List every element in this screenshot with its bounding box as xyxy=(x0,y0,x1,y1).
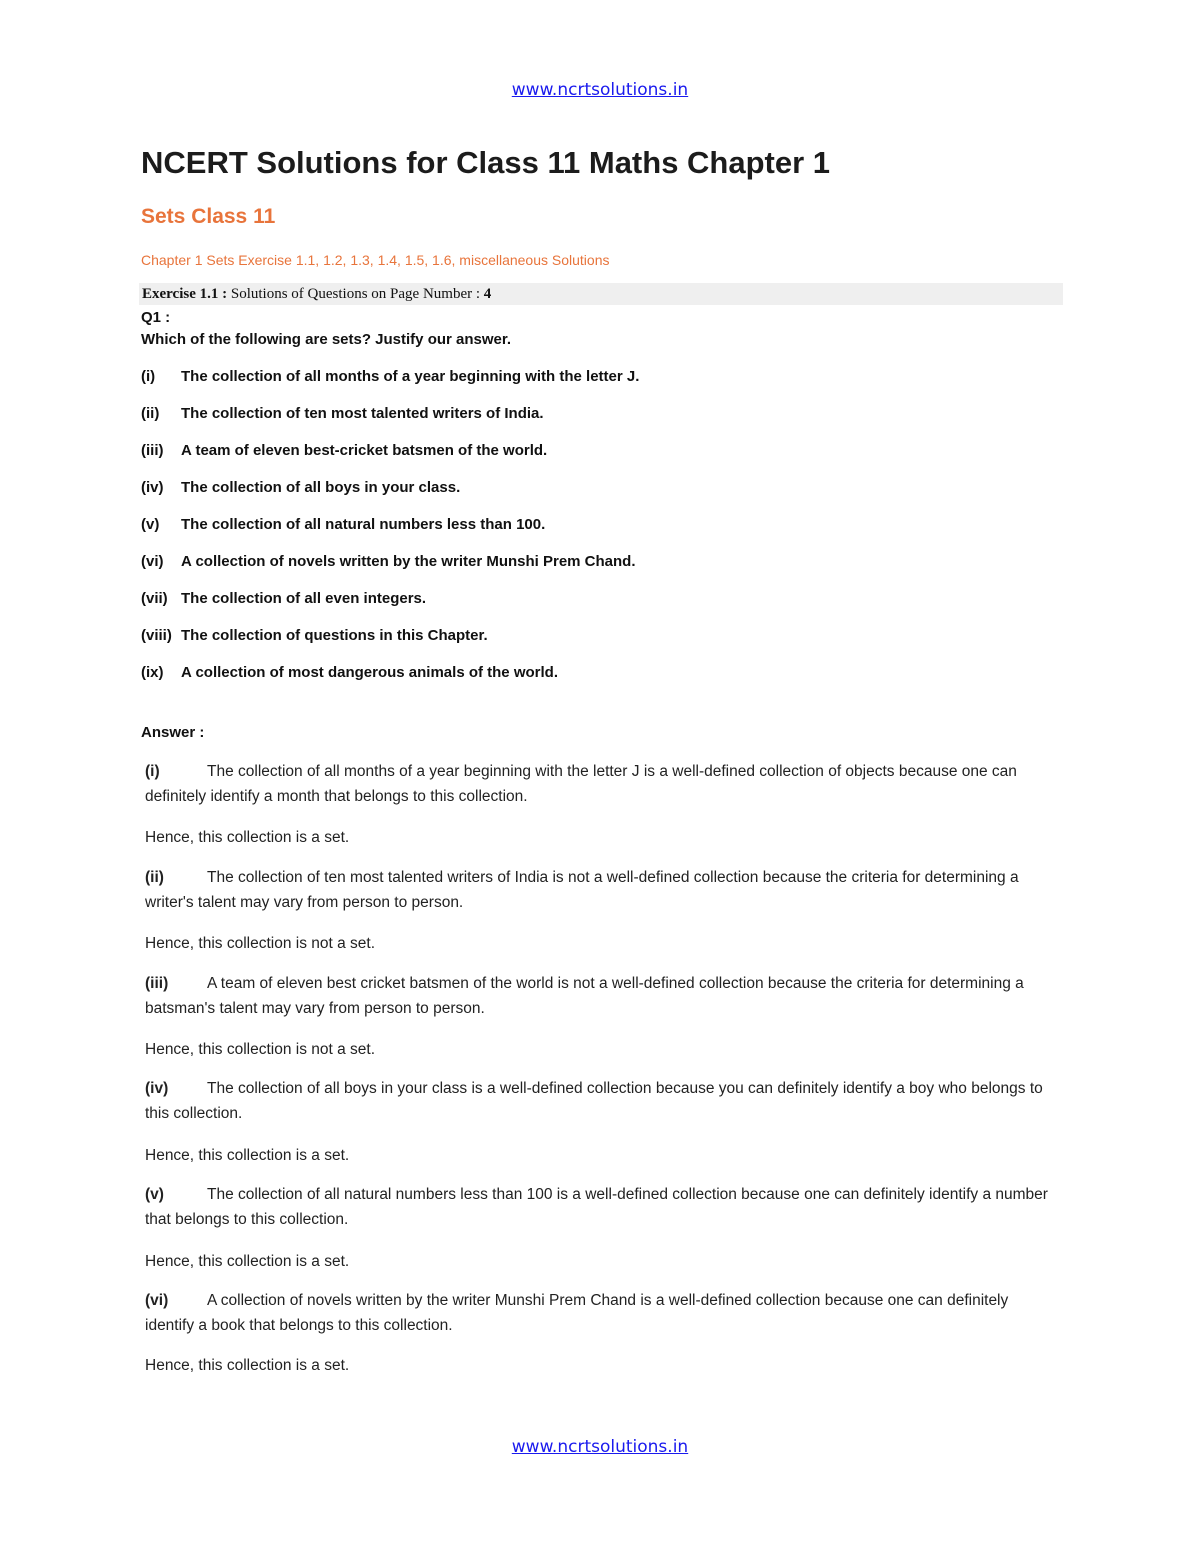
answer-text: The collection of all boys in your class is a well-defined collection because you can definitely identify a boy who belongs to this collection. xyxy=(145,1080,1043,1122)
option-text: The collection of questions in this Chapter. xyxy=(181,627,488,644)
question-option xyxy=(141,627,488,644)
answer-number: (ii) xyxy=(145,869,164,886)
answer-item xyxy=(145,1076,1055,1126)
answer-label: Answer : xyxy=(141,724,205,741)
question-option xyxy=(141,405,544,422)
option-number: (iii) xyxy=(141,442,164,459)
option-text: The collection of all even integers. xyxy=(181,590,427,607)
option-number: (iv) xyxy=(141,479,164,496)
question-option xyxy=(141,553,636,570)
answer-number: (vi) xyxy=(145,1292,169,1309)
answer-conclusion: Hence, this collection is a set. xyxy=(145,1357,350,1374)
question-option xyxy=(141,368,639,385)
exercise-label: Exercise 1.1 : xyxy=(142,286,228,302)
option-number: (vii) xyxy=(141,590,168,607)
chapter-exercises-line: Chapter 1 Sets Exercise 1.1, 1.2, 1.3, 1.4, 1.5, 1.6, miscellaneous Solutions xyxy=(141,252,610,268)
option-number: (vi) xyxy=(141,553,164,570)
option-number: (v) xyxy=(141,516,160,533)
footer-site-link[interactable]: www.ncrtsolutions.in xyxy=(511,1437,689,1457)
answer-number: (i) xyxy=(145,763,160,780)
question-label: Q1 : xyxy=(141,309,171,326)
option-number: (ii) xyxy=(141,405,160,422)
option-number: (viii) xyxy=(141,627,172,644)
page-title: NCERT Solutions for Class 11 Maths Chapter 1 xyxy=(141,145,831,180)
answer-text: A team of eleven best cricket batsmen of the world is not a well-defined collection because the criteria for determining a batsman's talent may vary from person to person. xyxy=(145,975,1024,1017)
answer-item xyxy=(145,1288,1055,1338)
option-number: (ix) xyxy=(141,664,164,681)
answer-item xyxy=(145,971,1055,1021)
answer-number: (iv) xyxy=(145,1080,169,1097)
option-text: The collection of all months of a year beginning with the letter J. xyxy=(181,368,640,385)
option-text: A collection of novels written by the writer Munshi Prem Chand. xyxy=(181,553,636,570)
question-option xyxy=(141,442,547,459)
exercise-page-number: 4 xyxy=(480,286,492,302)
answer-text: The collection of ten most talented writers of India is not a well-defined collection because the criteria for determining a writer's talent may vary from person to person. xyxy=(145,869,1019,911)
answer-number: (iii) xyxy=(145,975,169,992)
answer-conclusion: Hence, this collection is a set. xyxy=(145,1253,350,1270)
question-option xyxy=(141,590,426,607)
header-site-link[interactable]: www.ncrtsolutions.in xyxy=(511,80,689,100)
option-text: A team of eleven best-cricket batsmen of the world. xyxy=(181,442,548,459)
answer-conclusion: Hence, this collection is not a set. xyxy=(145,935,376,952)
exercise-text: Solutions of Questions on Page Number : xyxy=(227,286,481,302)
question-option xyxy=(141,479,460,496)
answer-text: The collection of all natural numbers less than 100 is a well-defined collection because one can definitely identify a number that belongs to this collection. xyxy=(145,1186,1048,1228)
option-text: The collection of ten most talented writers of India. xyxy=(181,405,544,422)
exercise-header-bar xyxy=(139,283,1063,305)
answer-conclusion: Hence, this collection is not a set. xyxy=(145,1041,376,1058)
answer-text: The collection of all months of a year beginning with the letter J is a well-defined collection of objects because one can definitely identify a month that belongs to this collection. xyxy=(145,763,1017,805)
answer-number: (v) xyxy=(145,1186,164,1203)
question-text: Which of the following are sets? Justify our answer. xyxy=(141,331,512,348)
answer-item xyxy=(145,1182,1055,1232)
answer-conclusion: Hence, this collection is a set. xyxy=(145,829,350,846)
answer-item xyxy=(145,865,1055,915)
question-option xyxy=(141,516,545,533)
answer-conclusion: Hence, this collection is a set. xyxy=(145,1147,350,1164)
option-text: The collection of all natural numbers less than 100. xyxy=(181,516,546,533)
answer-item xyxy=(145,759,1055,809)
question-option xyxy=(141,664,558,681)
option-number: (i) xyxy=(141,368,156,385)
option-text: The collection of all boys in your class. xyxy=(181,479,461,496)
page-subtitle: Sets Class 11 xyxy=(141,205,276,228)
option-text: A collection of most dangerous animals of the world. xyxy=(181,664,558,681)
answer-text: A collection of novels written by the writer Munshi Prem Chand is a well-defined collection because one can definitely identify a book that belongs to this collection. xyxy=(145,1292,1009,1334)
